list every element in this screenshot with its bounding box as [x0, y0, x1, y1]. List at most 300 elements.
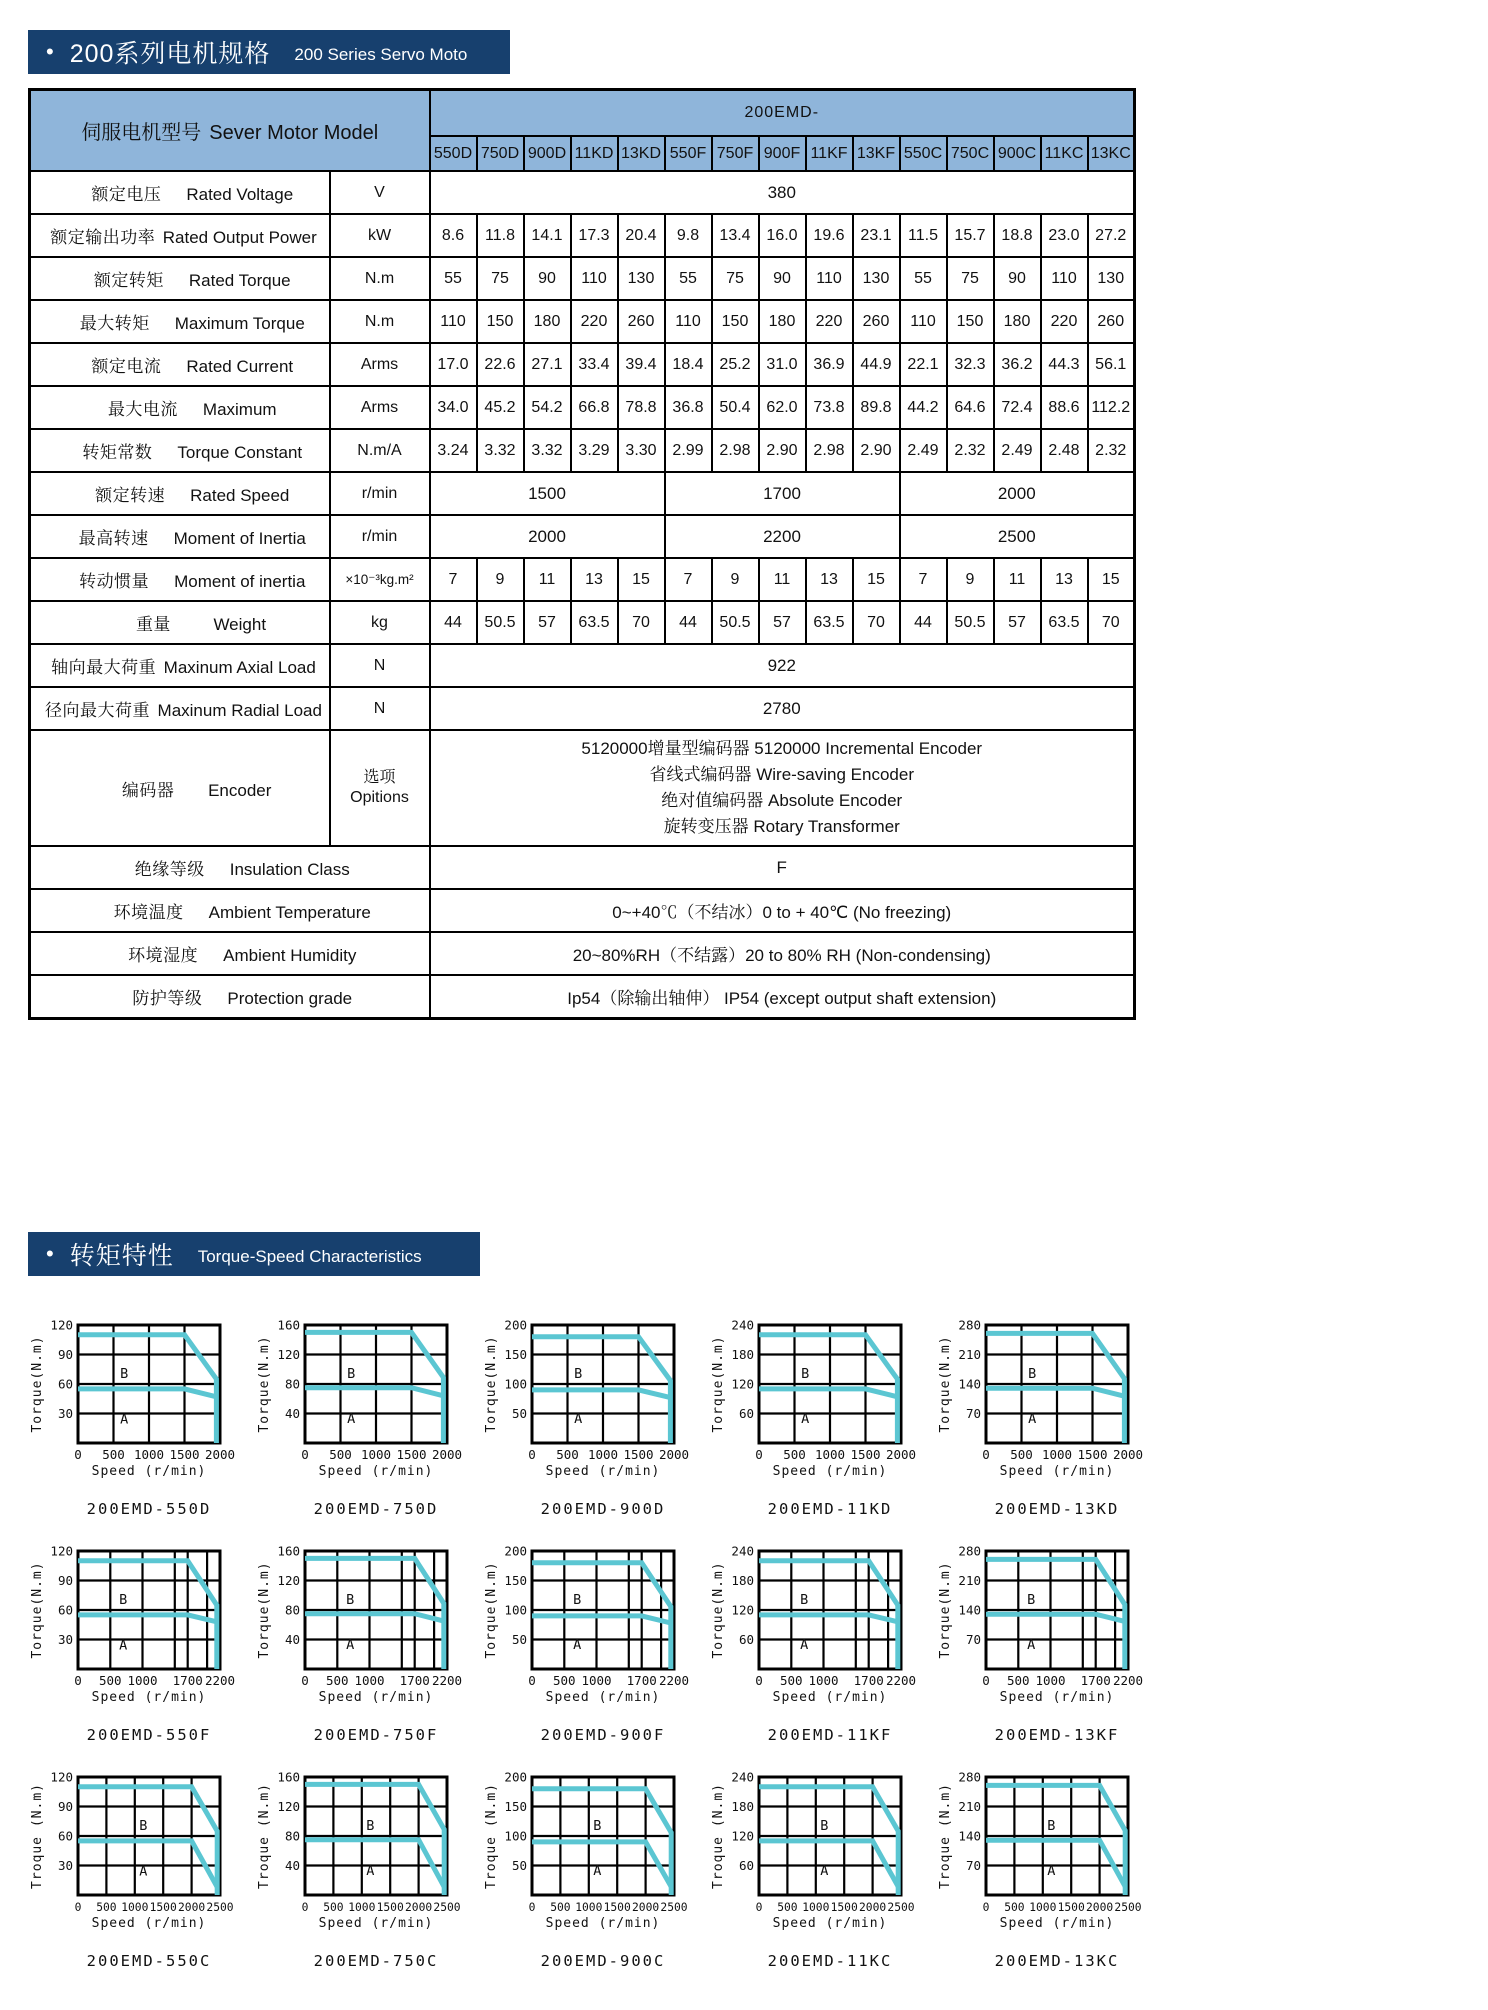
- rated-torque-line: [759, 1841, 898, 1887]
- spec-value: 13: [806, 558, 853, 601]
- zone-label-B: B: [820, 1818, 829, 1835]
- y-axis-label: Torque(N.m): [484, 1561, 499, 1659]
- chart-title: 200EMD-11KF: [767, 1726, 893, 1744]
- y-tick-label: 90: [57, 1573, 73, 1588]
- chart-200EMD-550D: [28, 1318, 253, 1518]
- x-tick-label: 1700: [1080, 1673, 1111, 1688]
- row-label: 最高转速 Moment of Inertia: [30, 515, 330, 558]
- x-axis-label: Speed (r/min): [999, 1690, 1115, 1705]
- y-tick-label: 140: [958, 1602, 981, 1618]
- x-tick-label: 0: [301, 1673, 309, 1688]
- spec-value: 70: [1088, 601, 1135, 644]
- zone-label-A: A: [593, 1862, 602, 1879]
- y-tick-label: 60: [738, 1632, 754, 1647]
- y-axis-label: Torque(N.m): [711, 1561, 726, 1659]
- x-tick-label: 500: [783, 1447, 806, 1462]
- spec-value: 90: [759, 257, 806, 300]
- y-tick-label: 90: [57, 1799, 73, 1814]
- spec-value: 2.90: [853, 429, 900, 472]
- row-label: 环境湿度 Ambient Humidity: [30, 932, 430, 975]
- zone-label-A: A: [119, 1637, 128, 1654]
- spec-value: 130: [618, 257, 665, 300]
- bullet-icon: •: [46, 1241, 54, 1266]
- zone-label-B: B: [120, 1366, 129, 1383]
- row-unit: N.m: [330, 257, 430, 300]
- zone-label-B: B: [574, 1366, 583, 1383]
- chart-title: 200EMD-13KD: [994, 1500, 1120, 1518]
- y-axis-label: Troque (N.m): [257, 1783, 272, 1889]
- x-tick-label: 500: [102, 1447, 125, 1462]
- spec-value: 90: [994, 257, 1041, 300]
- spec-value: 55: [665, 257, 712, 300]
- x-tick-label: 2200: [885, 1673, 917, 1688]
- spec-value: 50.4: [712, 386, 759, 429]
- spec-value: 110: [1041, 257, 1088, 300]
- y-tick-label: 80: [284, 1828, 300, 1844]
- spec-value-group: 2000: [900, 472, 1135, 515]
- x-tick-label: 1000: [127, 1673, 158, 1688]
- x-tick-label: 1000: [1029, 1901, 1057, 1914]
- rated-torque-line: [78, 1615, 217, 1622]
- y-axis-label: Torque(N.m): [257, 1335, 272, 1433]
- x-tick-label: 2500: [1114, 1901, 1142, 1914]
- x-tick-label: 0: [528, 1673, 536, 1688]
- y-tick-label: 60: [738, 1406, 754, 1421]
- x-tick-label: 500: [780, 1673, 803, 1688]
- x-axis-label: Speed (r/min): [545, 1690, 661, 1705]
- chart-200EMD-750F: [255, 1544, 480, 1744]
- spec-value: 11: [759, 558, 806, 601]
- spec-value: 36.9: [806, 343, 853, 386]
- x-axis-label: Speed (r/min): [91, 1464, 207, 1479]
- y-tick-label: 120: [50, 1770, 73, 1785]
- spec-value: 150: [947, 300, 994, 343]
- spec-value: 27.1: [524, 343, 571, 386]
- spec-value: 3.29: [571, 429, 618, 472]
- row-label: 额定电流 Rated Current: [30, 343, 330, 386]
- spec-value: 25.2: [712, 343, 759, 386]
- spec-value: 11: [994, 558, 1041, 601]
- x-tick-label: 1000: [587, 1447, 619, 1462]
- model-header: 伺服电机型号 Sever Motor Model: [30, 90, 430, 172]
- x-tick-label: 500: [553, 1673, 576, 1688]
- chart-title: 200EMD-13KF: [994, 1726, 1120, 1744]
- spec-value: 18.4: [665, 343, 712, 386]
- spec-value: 150: [477, 300, 524, 343]
- row-unit: N.m/A: [330, 429, 430, 472]
- spec-value: 15: [853, 558, 900, 601]
- torque-speed-plot: [28, 1318, 253, 1486]
- spec-value-span: 380: [430, 171, 1135, 214]
- spec-value: 20.4: [618, 214, 665, 257]
- spec-value: 7: [900, 558, 947, 601]
- x-axis-label: Speed (r/min): [772, 1916, 888, 1931]
- y-axis-label: Torque(N.m): [484, 1335, 499, 1433]
- row-unit: r/min: [330, 472, 430, 515]
- spec-value: 9.8: [665, 214, 712, 257]
- spec-value: 11.5: [900, 214, 947, 257]
- rated-torque-line: [532, 1390, 670, 1398]
- y-tick-label: 120: [50, 1318, 73, 1333]
- y-axis-label: Torque(N.m): [30, 1561, 45, 1659]
- spec-value: 130: [853, 257, 900, 300]
- y-tick-label: 40: [284, 1632, 300, 1647]
- row-label: 防护等级 Protection grade: [30, 975, 430, 1019]
- x-tick-label: 2500: [660, 1901, 688, 1914]
- chart-title: 200EMD-550C: [86, 1952, 212, 1970]
- torque-speed-plot: [709, 1318, 934, 1486]
- rated-torque-line: [986, 1388, 1124, 1396]
- y-tick-label: 50: [511, 1406, 527, 1421]
- y-tick-label: 50: [511, 1858, 527, 1873]
- x-tick-label: 500: [550, 1901, 571, 1914]
- zone-label-B: B: [1047, 1818, 1056, 1835]
- rated-torque-line: [986, 1840, 1125, 1886]
- spec-value: 2.98: [806, 429, 853, 472]
- y-tick-label: 70: [965, 1632, 981, 1647]
- row-unit: V: [330, 171, 430, 214]
- x-tick-label: 0: [74, 1901, 82, 1914]
- x-tick-label: 2200: [1112, 1673, 1144, 1688]
- spec-value: 27.2: [1088, 214, 1135, 257]
- y-tick-label: 240: [731, 1318, 754, 1333]
- x-tick-label: 0: [755, 1673, 763, 1688]
- zone-label-A: A: [139, 1863, 148, 1880]
- y-axis-label: Troque (N.m): [30, 1783, 45, 1889]
- x-tick-label: 1500: [603, 1901, 631, 1914]
- x-tick-label: 2000: [631, 1901, 660, 1914]
- spec-value: 23.1: [853, 214, 900, 257]
- spec-value: 13.4: [712, 214, 759, 257]
- rated-torque-line: [78, 1389, 216, 1397]
- column-header-900C: 900C: [994, 136, 1041, 171]
- torque-speed-plot: [255, 1770, 480, 1938]
- x-tick-label: 2200: [431, 1673, 463, 1688]
- spec-value: 11: [524, 558, 571, 601]
- spec-value: 33.4: [571, 343, 618, 386]
- specs-title-zh: 200系列电机规格: [69, 40, 271, 68]
- column-header-900D: 900D: [524, 136, 571, 171]
- x-tick-label: 1500: [1057, 1901, 1085, 1914]
- torque-speed-plot: [28, 1544, 253, 1712]
- torque-speed-plot: [255, 1318, 480, 1486]
- spec-value: 44.3: [1041, 343, 1088, 386]
- y-tick-label: 150: [504, 1573, 527, 1588]
- zone-label-A: A: [820, 1862, 829, 1879]
- row-unit: N: [330, 644, 430, 687]
- spec-value: 150: [712, 300, 759, 343]
- column-header-750F: 750F: [712, 136, 759, 171]
- row-unit: kW: [330, 214, 430, 257]
- zone-label-B: B: [593, 1818, 602, 1835]
- row-unit: N.m: [330, 300, 430, 343]
- spec-value: 9: [712, 558, 759, 601]
- x-axis-label: Speed (r/min): [999, 1464, 1115, 1479]
- spec-value: 44: [665, 601, 712, 644]
- x-tick-label: 500: [323, 1901, 344, 1914]
- spec-value: 180: [524, 300, 571, 343]
- chart-200EMD-750C: [255, 1770, 480, 1970]
- chart-title: 200EMD-13KC: [994, 1952, 1120, 1970]
- x-tick-label: 2200: [204, 1673, 236, 1688]
- spec-value-group: 2000: [430, 515, 665, 558]
- y-tick-label: 100: [504, 1602, 527, 1618]
- spec-value: 50.5: [947, 601, 994, 644]
- x-tick-label: 2500: [433, 1901, 461, 1914]
- x-tick-label: 1000: [575, 1901, 603, 1914]
- x-tick-label: 500: [1010, 1447, 1033, 1462]
- spec-value: 57: [524, 601, 571, 644]
- spec-value: 7: [430, 558, 477, 601]
- zone-label-B: B: [801, 1366, 810, 1383]
- column-header-11KF: 11KF: [806, 136, 853, 171]
- x-tick-label: 0: [982, 1901, 990, 1914]
- column-header-550D: 550D: [430, 136, 477, 171]
- y-tick-label: 160: [277, 1318, 300, 1333]
- column-header-13KC: 13KC: [1088, 136, 1135, 171]
- y-axis-label: Torque(N.m): [938, 1335, 953, 1433]
- spec-value: 50.5: [477, 601, 524, 644]
- x-tick-label: 2000: [858, 1901, 887, 1914]
- chart-200EMD-900F: [482, 1544, 707, 1744]
- x-tick-label: 1500: [1077, 1447, 1108, 1462]
- row-unit: r/min: [330, 515, 430, 558]
- y-tick-label: 150: [504, 1347, 527, 1362]
- y-tick-label: 280: [958, 1544, 981, 1559]
- torque-speed-plot: [936, 1770, 1161, 1938]
- y-tick-label: 210: [958, 1347, 981, 1362]
- spec-value: 17.3: [571, 214, 618, 257]
- column-header-550C: 550C: [900, 136, 947, 171]
- x-tick-label: 1000: [354, 1673, 385, 1688]
- spec-value: 75: [477, 257, 524, 300]
- y-tick-label: 70: [965, 1858, 981, 1873]
- y-tick-label: 120: [277, 1573, 300, 1588]
- spec-value: 220: [1041, 300, 1088, 343]
- spec-value: 15: [618, 558, 665, 601]
- spec-value: 110: [571, 257, 618, 300]
- x-tick-label: 1000: [1035, 1673, 1066, 1688]
- x-tick-label: 2000: [658, 1447, 690, 1462]
- spec-value: 63.5: [1041, 601, 1088, 644]
- chart-200EMD-13KC: [936, 1770, 1161, 1970]
- x-tick-label: 1500: [623, 1447, 654, 1462]
- torque-speed-plot: [936, 1318, 1161, 1486]
- row-label: 转动惯量 Moment of inertia: [30, 558, 330, 601]
- chart-200EMD-11KC: [709, 1770, 934, 1970]
- zone-label-A: A: [573, 1636, 582, 1653]
- torque-title-en: Torque-Speed Characteristics: [197, 1247, 422, 1266]
- x-tick-label: 2500: [206, 1901, 234, 1914]
- rated-torque-line: [305, 1388, 443, 1396]
- chart-title: 200EMD-550D: [86, 1500, 212, 1518]
- spec-value: 180: [759, 300, 806, 343]
- spec-value: 72.4: [994, 386, 1041, 429]
- row-label: 额定电压 Rated Voltage: [30, 171, 330, 214]
- x-tick-label: 500: [326, 1673, 349, 1688]
- row-unit: ×10⁻³kg.m²: [330, 558, 430, 601]
- chart-200EMD-13KF: [936, 1544, 1161, 1744]
- spec-value-span: Ip54（除输出轴伸） IP54 (except output shaft extension): [430, 975, 1135, 1019]
- motor-spec-table: [28, 88, 1136, 1020]
- spec-value: 2.32: [1088, 429, 1135, 472]
- spec-value: 2.49: [994, 429, 1041, 472]
- x-tick-label: 1500: [396, 1447, 427, 1462]
- x-tick-label: 500: [1007, 1673, 1030, 1688]
- y-tick-label: 30: [57, 1632, 73, 1647]
- spec-value: 55: [430, 257, 477, 300]
- rated-torque-line: [759, 1389, 897, 1397]
- y-axis-label: Torque(N.m): [938, 1561, 953, 1659]
- spec-value: 15.7: [947, 214, 994, 257]
- spec-value: 13: [1041, 558, 1088, 601]
- x-tick-label: 0: [982, 1673, 990, 1688]
- x-tick-label: 1000: [802, 1901, 830, 1914]
- x-axis-label: Speed (r/min): [318, 1464, 434, 1479]
- spec-value: 54.2: [524, 386, 571, 429]
- y-tick-label: 60: [738, 1858, 754, 1873]
- spec-value: 44.9: [853, 343, 900, 386]
- y-tick-label: 200: [504, 1544, 527, 1559]
- y-tick-label: 30: [57, 1858, 73, 1873]
- x-tick-label: 0: [301, 1447, 309, 1462]
- x-tick-label: 0: [982, 1447, 990, 1462]
- column-header-750C: 750C: [947, 136, 994, 171]
- column-header-550F: 550F: [665, 136, 712, 171]
- zone-label-B: B: [119, 1592, 128, 1609]
- spec-value: 260: [618, 300, 665, 343]
- y-tick-label: 120: [50, 1544, 73, 1559]
- y-axis-label: Troque (N.m): [938, 1783, 953, 1889]
- spec-value: 31.0: [759, 343, 806, 386]
- spec-value: 57: [994, 601, 1041, 644]
- spec-value: 73.8: [806, 386, 853, 429]
- x-tick-label: 2000: [1112, 1447, 1144, 1462]
- spec-value: 17.0: [430, 343, 477, 386]
- spec-value: 44: [430, 601, 477, 644]
- spec-value: 36.2: [994, 343, 1041, 386]
- row-unit: kg: [330, 601, 430, 644]
- torque-speed-plot: [482, 1318, 707, 1486]
- chart-title: 200EMD-900C: [540, 1952, 666, 1970]
- y-tick-label: 100: [504, 1376, 527, 1392]
- chart-200EMD-11KF: [709, 1544, 934, 1744]
- spec-value: 44.2: [900, 386, 947, 429]
- row-label: 绝缘等级 Insulation Class: [30, 846, 430, 889]
- spec-value: 15: [1088, 558, 1135, 601]
- y-tick-label: 60: [57, 1376, 73, 1392]
- x-tick-label: 500: [777, 1901, 798, 1914]
- y-tick-label: 200: [504, 1318, 527, 1333]
- torque-speed-plot: [936, 1544, 1161, 1712]
- torque-speed-charts: [28, 1318, 1163, 1970]
- spec-value: 2.98: [712, 429, 759, 472]
- spec-value: 7: [665, 558, 712, 601]
- section-header-torque: [28, 1232, 480, 1276]
- row-unit: Arms: [330, 386, 430, 429]
- x-axis-label: Speed (r/min): [91, 1916, 207, 1931]
- spec-value: 78.8: [618, 386, 665, 429]
- rated-torque-line: [532, 1616, 671, 1623]
- zone-label-A: A: [366, 1863, 375, 1880]
- rated-torque-line: [986, 1614, 1125, 1621]
- spec-value: 110: [900, 300, 947, 343]
- x-tick-label: 2500: [887, 1901, 915, 1914]
- torque-speed-plot: [482, 1770, 707, 1938]
- torque-speed-plot: [255, 1544, 480, 1712]
- x-tick-label: 500: [556, 1447, 579, 1462]
- spec-value-span: 2780: [430, 687, 1135, 730]
- spec-value: 62.0: [759, 386, 806, 429]
- x-tick-label: 2000: [885, 1447, 917, 1462]
- rated-torque-line: [305, 1840, 444, 1887]
- spec-value: 63.5: [806, 601, 853, 644]
- spec-value-span: 20~80%RH（不结露）20 to 80% RH (Non-condensing): [430, 932, 1135, 975]
- chart-200EMD-13KD: [936, 1318, 1161, 1518]
- spec-value: 39.4: [618, 343, 665, 386]
- zone-label-B: B: [347, 1366, 356, 1383]
- row-unit: N: [330, 687, 430, 730]
- y-axis-label: Torque(N.m): [711, 1335, 726, 1433]
- spec-value: 260: [1088, 300, 1135, 343]
- x-tick-label: 1700: [853, 1673, 884, 1688]
- x-tick-label: 1500: [830, 1901, 858, 1914]
- zone-label-B: B: [800, 1592, 809, 1609]
- x-tick-label: 500: [329, 1447, 352, 1462]
- spec-value: 63.5: [571, 601, 618, 644]
- y-tick-label: 90: [57, 1347, 73, 1362]
- y-tick-label: 210: [958, 1799, 981, 1814]
- y-tick-label: 120: [277, 1799, 300, 1814]
- spec-value: 88.6: [1041, 386, 1088, 429]
- x-tick-label: 1500: [376, 1901, 404, 1914]
- x-tick-label: 0: [755, 1901, 763, 1914]
- x-tick-label: 0: [528, 1447, 536, 1462]
- x-tick-label: 2000: [1085, 1901, 1114, 1914]
- x-tick-label: 1500: [169, 1447, 200, 1462]
- zone-label-B: B: [1028, 1366, 1037, 1383]
- y-tick-label: 120: [277, 1347, 300, 1362]
- y-tick-label: 80: [284, 1376, 300, 1392]
- spec-value: 3.30: [618, 429, 665, 472]
- y-tick-label: 160: [277, 1770, 300, 1785]
- zone-label-B: B: [366, 1818, 375, 1835]
- zone-label-A: A: [1027, 1636, 1036, 1653]
- y-tick-label: 120: [731, 1602, 754, 1618]
- zone-label-A: A: [801, 1410, 810, 1427]
- x-tick-label: 2200: [658, 1673, 690, 1688]
- chart-title: 200EMD-750F: [313, 1726, 439, 1744]
- spec-value-group: 1700: [665, 472, 900, 515]
- zone-label-B: B: [346, 1592, 355, 1609]
- spec-value: 8.6: [430, 214, 477, 257]
- x-tick-label: 1000: [581, 1673, 612, 1688]
- x-axis-label: Speed (r/min): [999, 1916, 1115, 1931]
- spec-value: 110: [430, 300, 477, 343]
- x-tick-label: 1700: [172, 1673, 203, 1688]
- rated-torque-line: [78, 1841, 217, 1887]
- spec-value: 23.0: [1041, 214, 1088, 257]
- chart-title: 200EMD-11KC: [767, 1952, 893, 1970]
- x-tick-label: 1000: [360, 1447, 392, 1462]
- x-tick-label: 0: [301, 1901, 309, 1914]
- chart-200EMD-750D: [255, 1318, 480, 1518]
- spec-value: 55: [900, 257, 947, 300]
- x-axis-label: Speed (r/min): [91, 1690, 207, 1705]
- specs-title-en: 200 Series Servo Moto: [294, 45, 468, 64]
- x-tick-label: 2000: [204, 1447, 236, 1462]
- spec-value: 90: [524, 257, 571, 300]
